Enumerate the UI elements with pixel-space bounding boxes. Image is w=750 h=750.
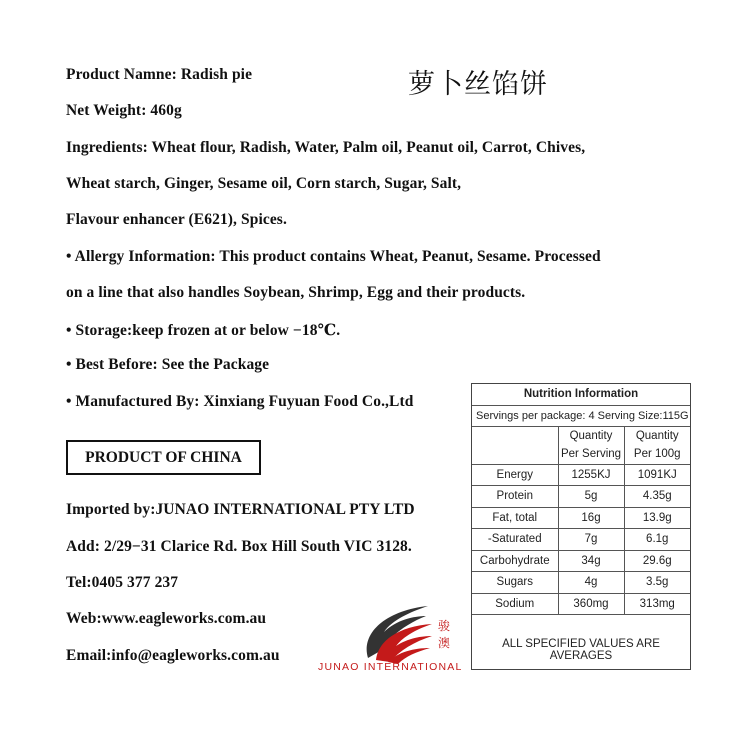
row-label: -Saturated [472, 529, 558, 551]
per-100g-header-line-1: Quantity [635, 430, 679, 442]
row-per-serving: 360mg [558, 593, 624, 615]
importer-address: Add: 2/29−31 Clarice Rd. Box Hill South VIC 3128. [66, 538, 412, 555]
row-per-100g: 1091KJ [624, 464, 690, 486]
product-name: Product Namne: Radish pie [66, 66, 253, 83]
row-per-100g: 4.35g [624, 486, 690, 508]
nutrition-panel [471, 383, 691, 670]
table-row [472, 507, 690, 529]
logo-cn-char-1: 骏 [437, 619, 450, 633]
row-per-serving: 4g [558, 572, 624, 594]
per-100g-header-line-2: Per 100g [633, 448, 681, 460]
origin-badge [66, 440, 261, 475]
row-label: Fat, total [472, 507, 558, 529]
table-row [472, 464, 690, 486]
table-row [472, 593, 690, 615]
per-serving-header-line-2: Per Serving [560, 448, 622, 460]
row-per-100g: 13.9g [624, 507, 690, 529]
table-row [472, 529, 690, 551]
table-row [472, 486, 690, 508]
row-per-100g: 3.5g [624, 572, 690, 594]
row-per-serving: 5g [558, 486, 624, 508]
logo-text: JUNAO INTERNATIONAL [318, 661, 463, 673]
allergy-line-2: on a line that also handles Soybean, Shrimp, Egg and their products. [66, 284, 526, 301]
row-per-serving: 7g [558, 529, 624, 551]
nutrition-footer: ALL SPECIFIED VALUES ARE AVERAGES [472, 615, 690, 685]
nutrition-title: Nutrition Information [472, 384, 690, 405]
origin-text: PRODUCT OF CHINA [85, 448, 242, 466]
row-label: Protein [472, 486, 558, 508]
per-100g-header [624, 426, 690, 464]
row-per-serving: 16g [558, 507, 624, 529]
row-label: Sugars [472, 572, 558, 594]
row-per-serving: 1255KJ [558, 464, 624, 486]
best-before: • Best Before: See the Package [66, 356, 270, 373]
importer-web: Web:www.eagleworks.com.au [66, 610, 267, 627]
table-row [472, 572, 690, 594]
row-per-100g: 29.6g [624, 550, 690, 572]
label-column-header [472, 426, 558, 464]
manufacturer: • Manufactured By: Xinxiang Fuyuan Food Co.,Ltd [66, 393, 414, 410]
logo-cn-char-2: 澳 [437, 636, 450, 650]
per-serving-header-line-1: Quantity [569, 430, 613, 442]
importer-line: Imported by:JUNAO INTERNATIONAL PTY LTD [66, 501, 415, 518]
net-weight: Net Weight: 460g [66, 102, 182, 119]
per-serving-header [558, 426, 624, 464]
storage-info: • Storage:keep frozen at or below −18℃. [66, 322, 341, 339]
row-label: Sodium [472, 593, 558, 615]
row-label: Carbohydrate [472, 550, 558, 572]
logo-cn-text [437, 618, 451, 652]
ingredients-line-2: Wheat starch, Ginger, Sesame oil, Corn starch, Sugar, Salt, [66, 175, 462, 192]
servings-info: Servings per package: 4 Serving Size:115G [472, 405, 690, 426]
table-row [472, 550, 690, 572]
row-per-100g: 313mg [624, 593, 690, 615]
row-per-serving: 34g [558, 550, 624, 572]
nutrition-table [472, 384, 690, 685]
chinese-product-name: 萝卜丝馅饼 [408, 69, 548, 100]
row-per-100g: 6.1g [624, 529, 690, 551]
ingredients-line-1: Ingredients: Wheat flour, Radish, Water, Palm oil, Peanut oil, Carrot, Chives, [66, 139, 586, 156]
importer-tel: Tel:0405 377 237 [66, 574, 179, 591]
allergy-line-1: • Allergy Information: This product contains Wheat, Peanut, Sesame. Processed [66, 248, 601, 265]
ingredients-line-3: Flavour enhancer (E621), Spices. [66, 211, 287, 228]
row-label: Energy [472, 464, 558, 486]
importer-email: Email:info@eagleworks.com.au [66, 647, 280, 664]
